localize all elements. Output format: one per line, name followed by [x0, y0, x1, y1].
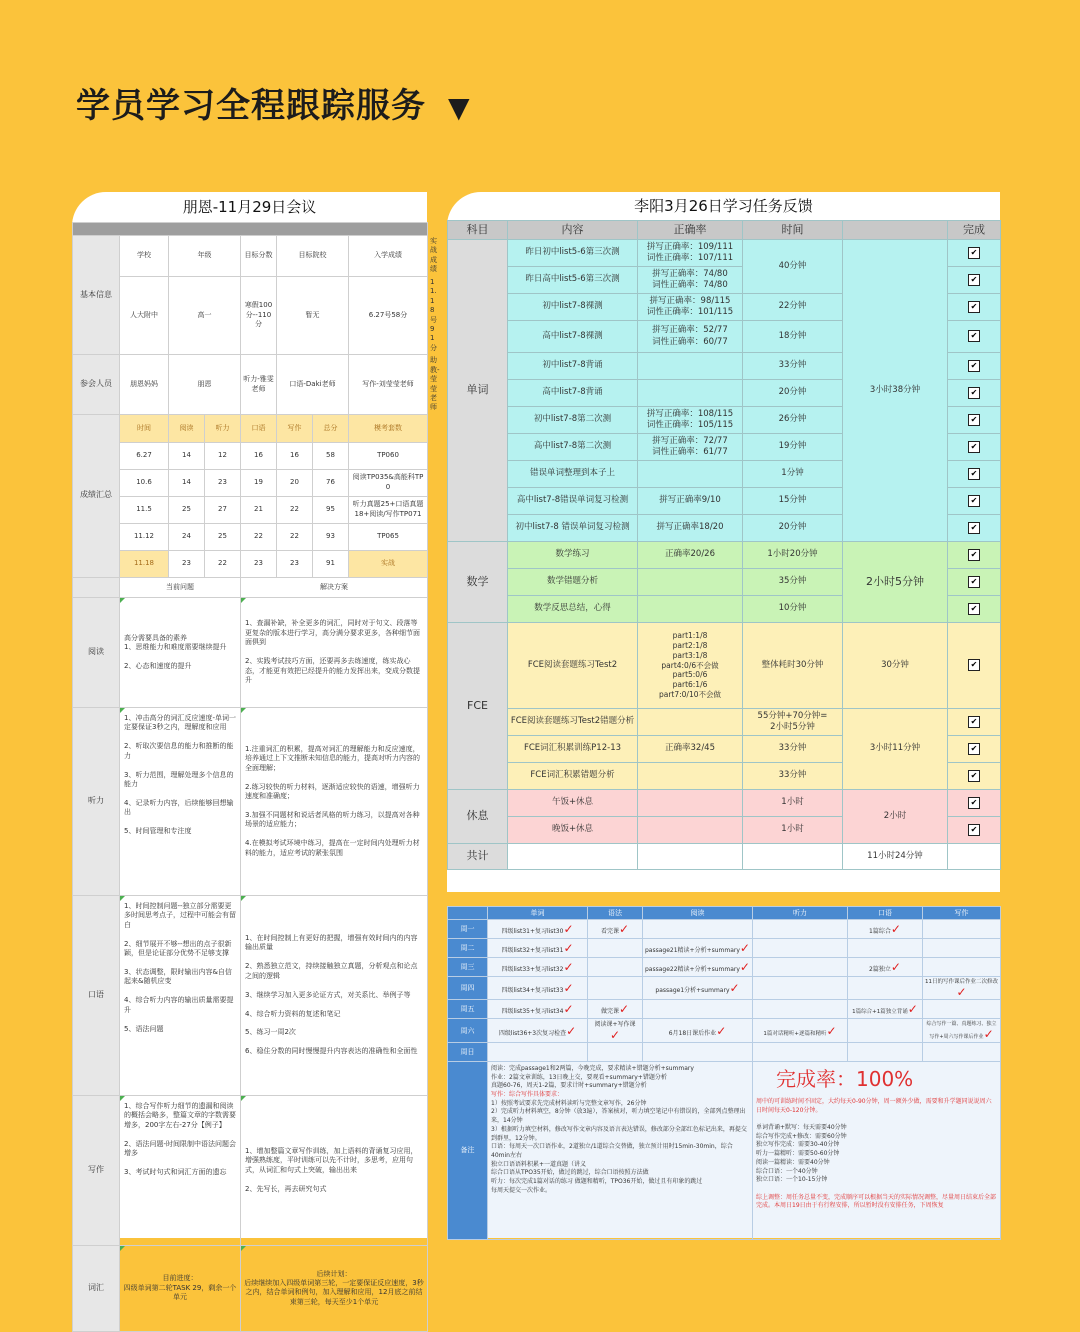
schedule-cell — [643, 1043, 753, 1062]
task-accuracy: 正确率20/26 — [638, 542, 743, 569]
task-content: 高中list7-8裸测 — [508, 321, 638, 353]
schedule-day: 周六 — [448, 1019, 488, 1043]
section-label: 口语 — [73, 895, 120, 1095]
schedule-cell: passage1分析+summary✓ — [643, 977, 753, 1000]
problem-cell: 1、时间控制问题--独立部分需要更多时间思考点子，过程中可能会有留白 2、细节展开不够--想出的点子很新颖，但是论证部分优势不足够支撑 3、状态调整，限时输出内容&自信起来&随机应变 4、综合听力内容的输出质量需要提升 5、语法问题 — [120, 895, 241, 1095]
check-mark-icon: ✓ — [609, 1028, 621, 1042]
score-cell: 14 — [169, 469, 205, 496]
schedule-table — [447, 906, 1001, 1240]
schedule-cell — [923, 939, 1001, 958]
done-checkbox[interactable] — [948, 542, 1001, 569]
score-cell: 阅读TP035&高能科TP0 — [349, 469, 428, 496]
basic-label: 基本信息 — [73, 236, 120, 355]
done-checkbox[interactable] — [948, 240, 1001, 267]
task-accuracy: 拼写正确率18/20 — [638, 515, 743, 542]
schedule-cell — [848, 977, 923, 1000]
task-accuracy — [638, 817, 743, 844]
check-mark-icon: ✓ — [739, 960, 750, 974]
basic-value: 高一 — [169, 276, 241, 355]
schedule-cell — [588, 977, 643, 1000]
sum-blank — [743, 844, 843, 870]
task-accuracy — [638, 353, 743, 380]
schedule-cell: 1篇综合+1篇独立背诵✓ — [848, 1000, 923, 1019]
task-time: 1小时20分钟 — [743, 542, 843, 569]
schedule-cell: 四级list36+3次复习检查✓ — [488, 1019, 588, 1043]
page-title: 学员学习全程跟踪服务 ▼ — [76, 86, 471, 126]
score-cell: 25 — [169, 496, 205, 523]
task-accuracy — [638, 790, 743, 817]
score-header: 时间 — [120, 414, 169, 442]
schedule-cell — [753, 958, 848, 977]
task-time: 55分钟+70分钟= 2小时5分钟 — [743, 709, 843, 736]
score-cell: 22 — [277, 523, 313, 550]
schedule-cell — [753, 1043, 848, 1062]
task-time: 22分钟 — [743, 294, 843, 321]
task-accuracy: 正确率32/45 — [638, 736, 743, 763]
done-checkbox[interactable] — [948, 267, 1001, 294]
done-checkbox[interactable] — [948, 515, 1001, 542]
subject-total: 30分钟 — [843, 623, 948, 709]
score-cell: 76 — [313, 469, 349, 496]
issues-header: 当前问题 — [120, 577, 241, 597]
task-accuracy — [638, 763, 743, 790]
task-content: 高中list7-8第二次测 — [508, 434, 638, 461]
schedule-cell: 综合写作一篇、真题练习、独立写作+周六写作课后作业✓ — [923, 1019, 1001, 1043]
grey-band — [73, 223, 428, 236]
basic-header: 目标分数 — [241, 236, 277, 277]
task-content: 高中list7-8错误单词复习检测 — [508, 488, 638, 515]
feedback-title: 李阳3月26日学习任务反馈 — [634, 197, 813, 215]
schedule-header: 语法 — [588, 907, 643, 920]
task-content: 数学练习 — [508, 542, 638, 569]
people-label: 参会人员 — [73, 355, 120, 415]
schedule-day: 周二 — [448, 939, 488, 958]
sum-total: 11小时24分钟 — [843, 844, 948, 870]
scores-label: 成绩汇总 — [73, 414, 120, 577]
task-accuracy: 拼写正确率：72/77 词性正确率：61/77 — [638, 434, 743, 461]
schedule-cell — [753, 939, 848, 958]
check-mark-icon: ✓ — [716, 1023, 727, 1038]
task-content: 高中list7-8背诵 — [508, 380, 638, 407]
score-cell: 58 — [313, 442, 349, 469]
done-checkbox[interactable] — [948, 623, 1001, 709]
task-time: 35分钟 — [743, 569, 843, 596]
col-header: 时间 — [743, 221, 843, 240]
subject-words: 单词 — [448, 240, 508, 542]
check-mark-icon: ✓ — [826, 1023, 837, 1038]
done-checkbox[interactable] — [948, 596, 1001, 623]
done-checkbox[interactable] — [948, 763, 1001, 790]
schedule-day: 周四 — [448, 977, 488, 1000]
done-checkbox[interactable] — [948, 736, 1001, 763]
col-header: 科目 — [448, 221, 508, 240]
score-header: 阅读 — [169, 414, 205, 442]
task-content: FCE阅读套题练习Test2错题分析 — [508, 709, 638, 736]
schedule-cell: 11日的写作课后作业二次修改✓ — [923, 977, 1001, 1000]
sum-blank — [948, 844, 1001, 870]
schedule-header: 写作 — [923, 907, 1001, 920]
score-cell: 27 — [205, 496, 241, 523]
schedule-cell — [588, 958, 643, 977]
sum-blank — [638, 844, 743, 870]
score-cell: 23 — [169, 550, 205, 577]
schedule-cell — [923, 1043, 1001, 1062]
task-time: 40分钟 — [743, 240, 843, 294]
done-checkbox[interactable] — [948, 380, 1001, 407]
schedule-cell: 1篇对话精听+逐篇和精听✓ — [753, 1019, 848, 1043]
task-time: 1小时 — [743, 790, 843, 817]
task-content: 初中list7-8 错误单词复习检测 — [508, 515, 638, 542]
done-checkbox[interactable] — [948, 709, 1001, 736]
task-content: 初中list7-8背诵 — [508, 353, 638, 380]
schedule-cell: passage21精读+分析+summary✓ — [643, 939, 753, 958]
task-time: 1分钟 — [743, 461, 843, 488]
done-checkbox[interactable] — [948, 569, 1001, 596]
subject-fce: FCE — [448, 623, 508, 790]
feedback-card — [447, 192, 1000, 892]
schedule-header: 口语 — [848, 907, 923, 920]
section-label: 词汇 — [73, 1245, 120, 1331]
task-content: 昨日初中list5-6第三次测 — [508, 240, 638, 267]
score-cell: 6.27 — [120, 442, 169, 469]
score-header: 听力 — [205, 414, 241, 442]
task-content: 初中list7-8裸测 — [508, 294, 638, 321]
col-header: 内容 — [508, 221, 638, 240]
schedule-cell — [643, 1000, 753, 1019]
person: 听力-雅雯老师 — [241, 355, 277, 415]
check-mark-icon: ✓ — [563, 941, 574, 955]
score-cell: 听力真题25+口语真题18+阅读/写作TP071 — [349, 496, 428, 523]
schedule-day: 周五 — [448, 1000, 488, 1019]
check-mark-icon: ✓ — [563, 922, 574, 936]
schedule-cell — [848, 1019, 923, 1043]
notes-label: 备注 — [448, 1062, 488, 1240]
task-accuracy — [638, 569, 743, 596]
score-header: 模考套数 — [349, 414, 428, 442]
problem-cell: 1、冲击高分的词汇反应速度-单词一定要保证3秒之内，理解度和应用 2、听取次要信息的能力和推断的能力 3、听力范围，理解处理多个信息的能力 4、记录听力内容，后续能够回想输出 5、时间管理和专注度 — [120, 707, 241, 895]
schedule-day: 周一 — [448, 920, 488, 939]
completion-rate: 完成率：100% — [776, 1067, 914, 1091]
task-content: 晚饭+休息 — [508, 817, 638, 844]
task-accuracy — [638, 380, 743, 407]
score-cell: 25 — [205, 523, 241, 550]
task-accuracy — [638, 461, 743, 488]
score-header: 总分 — [313, 414, 349, 442]
schedule-cell — [588, 939, 643, 958]
schedule-cell — [923, 1000, 1001, 1019]
feedback-table — [447, 220, 1001, 870]
subject-sum: 共计 — [448, 844, 508, 870]
schedule-cell — [488, 1043, 588, 1062]
check-mark-icon: ✓ — [983, 1027, 994, 1041]
score-cell: 21 — [241, 496, 277, 523]
done-checkbox[interactable] — [948, 817, 1001, 844]
schedule-cell — [848, 1043, 923, 1062]
subject-total: 2小时 — [843, 790, 948, 844]
solution-cell: 1.注重词汇的积累，提高对词汇的理解能力和反应速度，培养通过上下文推断未知信息的能力，提高对听力内容的全面理解； 2.练习较快的听力材料，逐渐适应较快的语速，增强听力速度和准确度； 3.加强不同题材和说话者风格的听力练习，以提高对各种场景的适应能力； 4.在模拟考试环境中练习，提高在一定时间内处理听力材料的能力，适应考试的紧张氛围 — [241, 707, 428, 895]
task-accuracy: 拼写正确率：109/111 词性正确率：107/111 — [638, 240, 743, 267]
section-label: 写作 — [73, 1095, 120, 1245]
check-mark-icon: ✓ — [566, 1023, 577, 1038]
task-time: 33分钟 — [743, 763, 843, 790]
solution-cell: 后续计划： 后续继续加入四级单词第三轮，一定要保证反应速度，3秒之内，结合单词和例句，加入理解和应用，12月底之前结束第三轮，每天至少1个单元 — [241, 1245, 428, 1331]
schedule-cell: 阅读课+写作课✓ — [588, 1019, 643, 1043]
score-cell: 19 — [241, 469, 277, 496]
solution-cell: 1、增加整篇文章写作训练，加上语料的背诵复习应用，增强熟练度，平时训练可以先不计时，多思考，应用句式，从词汇和句式上突破，输出出来 2、先写长，再去研究句式 — [241, 1095, 428, 1245]
schedule-header: 单词 — [488, 907, 588, 920]
score-cell: TP060 — [349, 442, 428, 469]
task-time: 20分钟 — [743, 515, 843, 542]
task-time: 33分钟 — [743, 353, 843, 380]
basic-header: 年级 — [169, 236, 241, 277]
check-mark-icon: ✓ — [563, 981, 574, 995]
score-cell: 24 — [169, 523, 205, 550]
schedule-cell: 四级list33+复习list32✓ — [488, 958, 588, 977]
score-cell: 23 — [277, 550, 313, 577]
col-header: 完成 — [948, 221, 1001, 240]
schedule-cell: 四级list35+复习list34✓ — [488, 1000, 588, 1019]
task-content: FCE词汇积累错题分析 — [508, 763, 638, 790]
schedule-header: 听力 — [753, 907, 848, 920]
task-accuracy: 拼写正确率9/10 — [638, 488, 743, 515]
subject-total: 2小时5分钟 — [843, 542, 948, 623]
notes-right: 完成率：100% 周中的可训练时间不固定，大约每天0-90分钟，周一额外少做，需要和升学题同说说周六日时间每天0-120分钟。 单词背诵+默写：每天需要40分钟 综合写作完成+修改：需要60分钟 独立写作完成：需要30-40分钟 听力一篇精听：需要50-60分钟 阅读一篇精读：需要40分钟 综合口语：一个40分钟 独立口语：一个10-15分钟 综上调整：周任务总量不变，完成顺序可以根据当天的实际情况调整，尽量周日结束后全部完成。本周日19日由于有行程安排，所以暂时没有安排任务，下周恢复 — [753, 1062, 1001, 1240]
check-mark-icon: ✓ — [618, 922, 630, 936]
score-header: 口语 — [241, 414, 277, 442]
check-mark-icon: ✓ — [890, 960, 901, 974]
issues-header: 解决方案 — [241, 577, 428, 597]
basic-value: 人大附中 — [120, 276, 169, 355]
schedule-cell: 1篇综合✓ — [848, 920, 923, 939]
blank-label — [73, 577, 120, 597]
person: 写作-刘莹莹老师 — [349, 355, 428, 415]
task-time: 33分钟 — [743, 736, 843, 763]
task-time: 15分钟 — [743, 488, 843, 515]
task-content: FCE阅读套题练习Test2 — [508, 623, 638, 709]
score-cell: 11.18 — [120, 550, 169, 577]
schedule-cell — [848, 939, 923, 958]
problem-cell: 目前进度： 四级单词第二轮TASK 29，剩余一个单元 — [120, 1245, 241, 1331]
score-cell: 22 — [241, 523, 277, 550]
task-accuracy: part1:1/8 part2:1/8 part3:1/8 part4:0/6不会做 part5:0/6 part6:1/6 part7:0/10不会做 — [638, 623, 743, 709]
done-checkbox[interactable] — [948, 790, 1001, 817]
score-cell: 23 — [205, 469, 241, 496]
score-cell: 11.5 — [120, 496, 169, 523]
done-checkbox[interactable] — [948, 407, 1001, 434]
score-cell: 12 — [205, 442, 241, 469]
person: 口语-Daki老师 — [277, 355, 349, 415]
score-cell: 91 — [313, 550, 349, 577]
check-mark-icon: ✓ — [729, 981, 740, 995]
subject-rest: 休息 — [448, 790, 508, 844]
score-cell: 16 — [277, 442, 313, 469]
schedule-header — [448, 907, 488, 920]
basic-value: 寒假100分--110分 — [241, 276, 277, 355]
subject-total: 3小时38分钟 — [843, 240, 948, 542]
task-time: 19分钟 — [743, 434, 843, 461]
task-content: 午饭+休息 — [508, 790, 638, 817]
basic-header: 入学成绩 — [349, 236, 428, 277]
score-cell: 22 — [277, 496, 313, 523]
task-accuracy: 拼写正确率：98/115 词性正确率：101/115 — [638, 294, 743, 321]
task-content: FCE词汇积累训练P12-13 — [508, 736, 638, 763]
schedule-cell: 四级list34+复习list33✓ — [488, 977, 588, 1000]
schedule-cell: 看完课✓ — [588, 920, 643, 939]
score-cell: 14 — [169, 442, 205, 469]
task-content: 数学反思总结，心得 — [508, 596, 638, 623]
problem-cell: 1、综合写作听力细节的遗漏和阅读的概括会略多，整篇文章的字数需要增多，200字左右-27分【例子】 2、语法问题-时间限制中语法问题会增多 3、考试时句式和词汇方面的遗忘 — [120, 1095, 241, 1245]
col-header — [843, 221, 948, 240]
meeting-title: 朋恩-11月29日会议 — [182, 198, 317, 216]
subject-total: 3小时11分钟 — [843, 709, 948, 790]
task-accuracy — [638, 709, 743, 736]
schedule-header: 阅读 — [643, 907, 753, 920]
score-cell: 10.6 — [120, 469, 169, 496]
check-mark-icon: ✓ — [563, 960, 574, 974]
task-content: 数学错题分析 — [508, 569, 638, 596]
task-time: 1小时 — [743, 817, 843, 844]
score-cell: 11.12 — [120, 523, 169, 550]
triangle-down-icon: ▼ — [448, 91, 471, 124]
task-time: 20分钟 — [743, 380, 843, 407]
score-cell: 实战 — [349, 550, 428, 577]
score-cell: 93 — [313, 523, 349, 550]
score-header: 写作 — [277, 414, 313, 442]
score-cell: 95 — [313, 496, 349, 523]
notes-left: 阅读：完成passage1和2两篇，今晚完成，要求精读+错题分析+summary 作业：2篇文章训练，13日晚上交，要观看+summary+错题分析 真题60-76，周天1-2篇，要求计时+summary+错题分析 写作：综合写作具体要求： 1）按照考试要求先完成材料读听与完整文章写作，26分钟 2）完成听力材料填空，8分钟（放3遍），答案核对，听力填空笔记中有错误的，全部列点整理出来，14分钟 3）根据听力填空材料，修改写作文章内容及语言表达错误，修改部分全部红色标记出来，再提交到群里，12分钟。 口语：每周天一次口语作业，2道独立/1道综合交替做，独立预计用时15min-30min，综合40min左右 独立口语语料积累+一道真题（讲义 综合口语从TPO35开始，做过的跳过，综合口语按照方法做 听力：每次完成1篇对话的练习 做题和精听，TPO36开始，做过且有印象的跳过 每周天提交一次作业。 — [488, 1062, 753, 1240]
task-accuracy — [638, 596, 743, 623]
schedule-cell: passage22精读+分析+summary✓ — [643, 958, 753, 977]
done-checkbox[interactable] — [948, 294, 1001, 321]
task-content: 昨日高中list5-6第三次测 — [508, 267, 638, 294]
task-accuracy: 拼写正确率：74/80 词性正确率：74/80 — [638, 267, 743, 294]
schedule-card — [447, 906, 1000, 1238]
done-checkbox[interactable] — [948, 461, 1001, 488]
schedule-cell: 四级list31+复习list30✓ — [488, 920, 588, 939]
check-mark-icon: ✓ — [739, 941, 750, 955]
schedule-cell — [923, 958, 1001, 977]
task-content: 初中list7-8第二次测 — [508, 407, 638, 434]
schedule-cell: 2篇独立✓ — [848, 958, 923, 977]
schedule-cell — [643, 920, 753, 939]
check-mark-icon: ✓ — [563, 1002, 574, 1016]
schedule-day: 周日 — [448, 1043, 488, 1062]
basic-header: 目标院校 — [277, 236, 349, 277]
basic-header: 学校 — [120, 236, 169, 277]
check-mark-icon: ✓ — [890, 922, 901, 936]
done-checkbox[interactable] — [948, 488, 1001, 515]
score-cell: 16 — [241, 442, 277, 469]
done-checkbox[interactable] — [948, 434, 1001, 461]
col-header: 正确率 — [638, 221, 743, 240]
meeting-table: 基本信息 学校 年级 目标分数 目标院校 入学成绩 实战成绩 人大附中 高一 寒假100分--110分 暂无 6.27号58分 11.18号91分 参会人员 朋恩妈妈 朋恩 听力-雅雯老师 口语-Daki老师 写作-刘莹莹老师 助教-莹莹老师 成绩汇总 时间 阅读 听力 口语 写作 总分 模考套数 6.27 14 12 16 16 58 TP060 10.6 14 23 19 20 76 阅读TP035&高能科TP0 11.5 25 27 21 22 95 听力真题25+口语真题18+阅读/写作TP071 11.12 24 25 22 22 93 TP065 11.18 23 22 23 23 91 实战 当前问题 解决方案 阅读 高分需要具备的素养 1、思维能力和难度需要继续提升 2、心态和速度的提升 1、查漏补缺，补全更多的词汇，同时对于句文、段落等更复杂的版本进行学习，高分满分要求更多，各种细节面面俱到 2、实践考试技巧方面，还要再多去练速度，练实战心态，才能更有效把已经提升的能力发挥出来，变成分数提升 听力 1、冲击高分的词汇反应速度-单词一定要保证3秒之内，理解度和应用 2、听取次要信息的能力和推断的能力 3、听力范围，理解处理多个信息的能力 4、记录听力内容，后续能够回想输出 5、时间管理和专注度 1.注重词汇的积累，提高对词汇的理解能力和反应速度，培养通过上下文推断未知信息的能力，提高对听力内容的全面理解； 2.练习较快的听力材料，逐渐适应较快的语速，增强听力速度和准确度； 3.加强不同题材和说话者风格的听力练习，以提高对各种场景的适应能力； 4.在模拟考试环境中练习，提高在一定时间内处理听力材料的能力，适应考试的紧张氛围 口语 1、时间控制问题--独立部分需要更多时间思考点子，过程中可能会有留白 2、细节展开不够--想出的点子很新颖，但是论证部分优势不足够支撑 3、状态调整，限时输出内容&自信起来&随机应变 4、综合听力内容的输出质量需要提升 5、语法问题 1、在时间控制上有更好的把握，增强有效时间内的内容输出质量 2、熟悉独立范文，持续接触独立真题，分析观点和论点之间的逻辑 3、继续学习加入更多论证方式，对关系比、举例子等 4、综合听力资料的复述和笔记 5、练习一周2次 6、稳住分数的同时慢慢提升内容表达的准确性和全面性 写作 1、综合写作听力细节的遗漏和阅读的概括会略多，整篇文章的字数需要增多，200字左右-27分【例子】 2、语法问题-时间限制中语法问题会增多 3、考试时句式和词汇方面的遗忘 1、增加整篇文章写作训练，加上语料的背诵复习应用，增强熟练度，平时训练可以先不计时，多思考，应用句式，从词汇和句式上突破，输出出来 2、先写长，再去研究句式 词汇 目前进度： 四级单词第二轮TASK 29，剩余一个单元 后续计划： 后续继续加入四级单词第三轮，一定要保证反应速度，3秒之内，结合单词和例句，加入理解和应用，12月底之前结束第三轮，每天至少1个单元 — [72, 222, 428, 1332]
done-checkbox[interactable] — [948, 353, 1001, 380]
sum-blank — [508, 844, 638, 870]
schedule-cell: 做完课✓ — [588, 1000, 643, 1019]
person: 朋恩妈妈 — [120, 355, 169, 415]
task-content: 错误单词整理到本子上 — [508, 461, 638, 488]
schedule-cell: 6月18日课后作业✓ — [643, 1019, 753, 1043]
problem-cell: 高分需要具备的素养 1、思维能力和难度需要继续提升 2、心态和速度的提升 — [120, 597, 241, 707]
task-time: 26分钟 — [743, 407, 843, 434]
task-time: 10分钟 — [743, 596, 843, 623]
solution-cell: 1、查漏补缺，补全更多的词汇，同时对于句文、段落等更复杂的版本进行学习，高分满分要求更多，各种细节面面俱到 2、实践考试技巧方面，还要再多去练速度，练实战心态，才能更有效把已经提升的能力发挥出来，变成分数提升 — [241, 597, 428, 707]
meeting-card — [72, 192, 440, 1306]
basic-value: 6.27号58分 — [349, 276, 428, 355]
schedule-cell — [753, 920, 848, 939]
section-label: 阅读 — [73, 597, 120, 707]
subject-math: 数学 — [448, 542, 508, 623]
schedule-cell — [923, 920, 1001, 939]
score-cell: 23 — [241, 550, 277, 577]
check-mark-icon: ✓ — [618, 1002, 630, 1016]
schedule-cell: 四级list32+复习list31✓ — [488, 939, 588, 958]
check-mark-icon: ✓ — [907, 1002, 918, 1016]
task-accuracy: 拼写正确率：108/115 词性正确率：105/115 — [638, 407, 743, 434]
solution-cell: 1、在时间控制上有更好的把握，增强有效时间内的内容输出质量 2、熟悉独立范文，持续接触独立真题，分析观点和论点之间的逻辑 3、继续学习加入更多论证方式，对关系比、举例子等 4、综合听力资料的复述和笔记 5、练习一周2次 6、稳住分数的同时慢慢提升内容表达的准确性和全面性 — [241, 895, 428, 1095]
task-accuracy: 拼写正确率：52/77 词性正确率：60/77 — [638, 321, 743, 353]
schedule-cell — [753, 1000, 848, 1019]
basic-value: 暂无 — [277, 276, 349, 355]
schedule-day: 周三 — [448, 958, 488, 977]
score-cell: 20 — [277, 469, 313, 496]
check-mark-icon: ✓ — [956, 985, 967, 999]
done-checkbox[interactable] — [948, 321, 1001, 353]
schedule-cell — [588, 1043, 643, 1062]
task-time: 18分钟 — [743, 321, 843, 353]
person: 朋恩 — [169, 355, 241, 415]
score-cell: TP065 — [349, 523, 428, 550]
task-time: 整体耗时30分钟 — [743, 623, 843, 709]
score-cell: 22 — [205, 550, 241, 577]
schedule-cell — [753, 977, 848, 1000]
section-label: 听力 — [73, 707, 120, 895]
